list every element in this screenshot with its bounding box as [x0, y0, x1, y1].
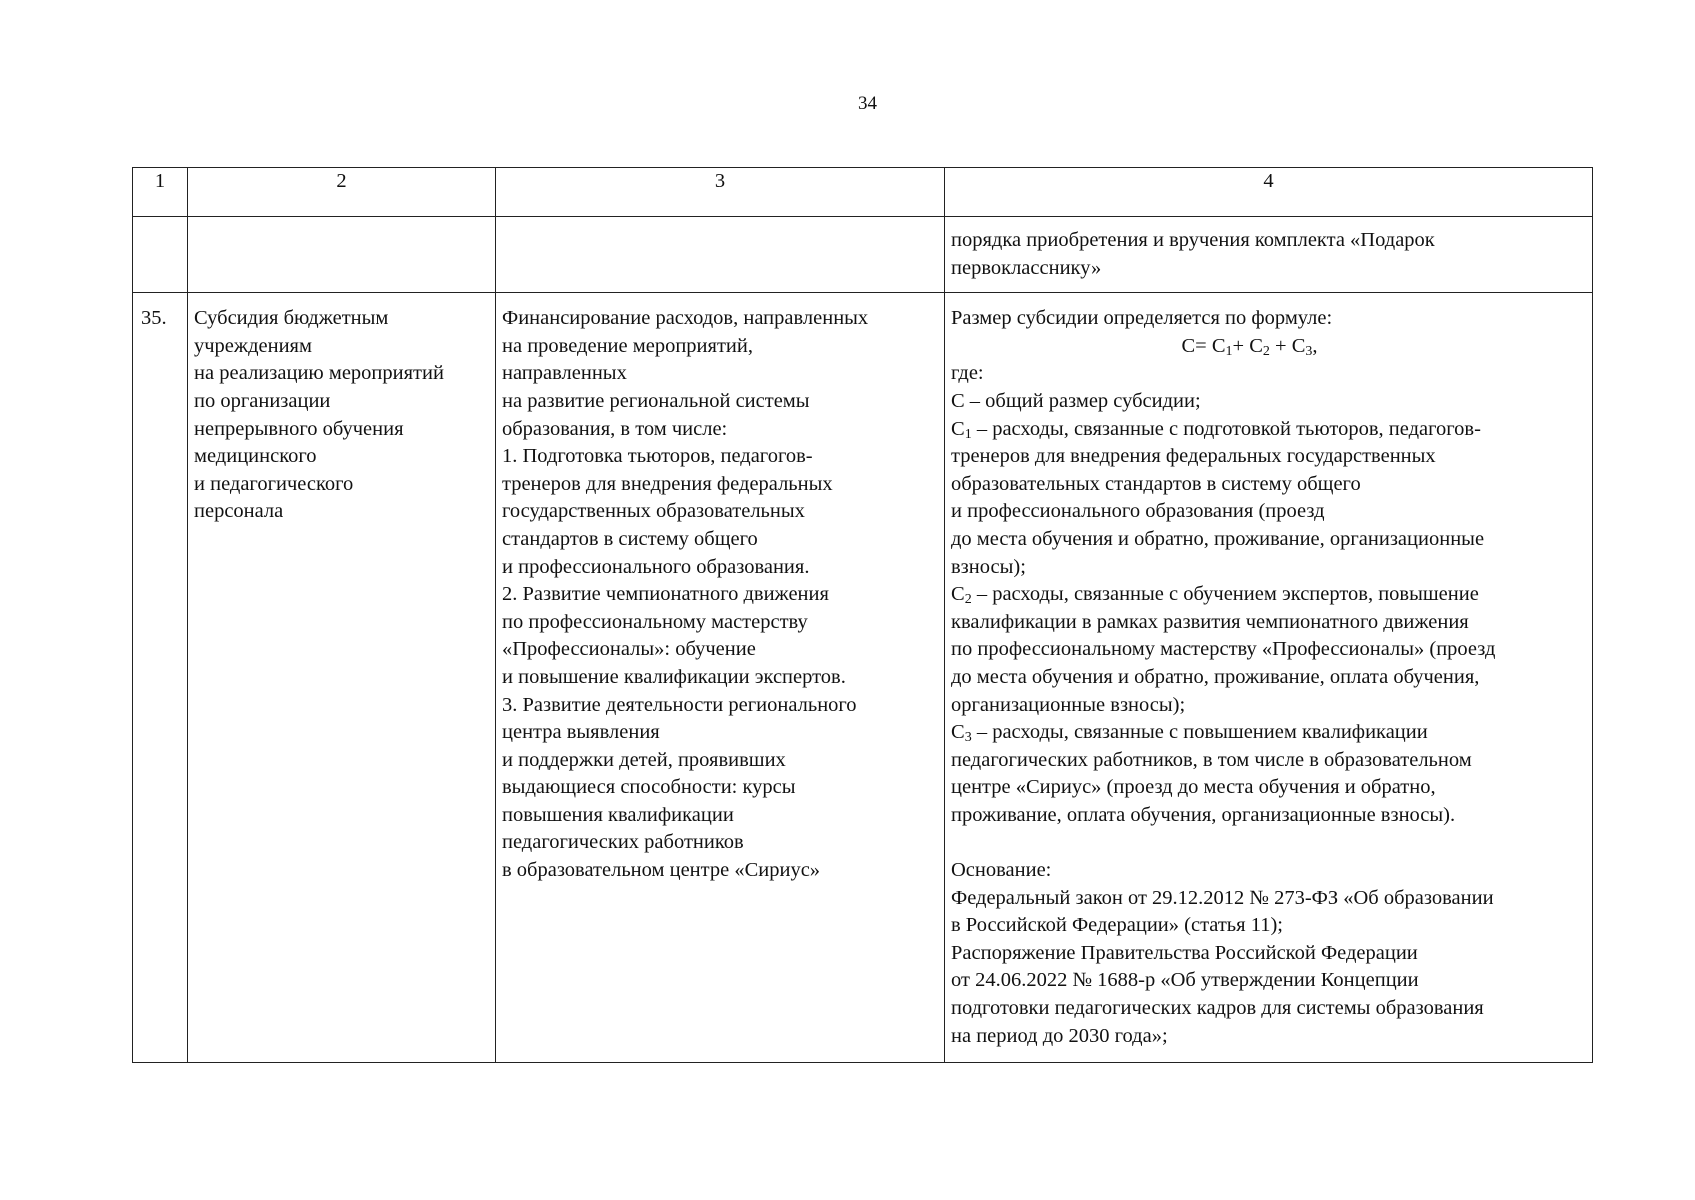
definition-c2: [951, 581, 1588, 719]
formula-sub-2: 2: [1262, 343, 1270, 359]
table-row-35: [133, 293, 1593, 1063]
definition-c: С – общий размер субсидии;: [951, 389, 1201, 412]
header-col-4: 4: [945, 168, 1593, 217]
c1-subscript: 1: [964, 426, 972, 442]
spacer: [951, 829, 1588, 857]
formula-sub-3: 3: [1305, 343, 1313, 359]
formula-sub-1: 1: [1225, 343, 1233, 359]
c3-symbol: С: [951, 721, 965, 744]
subsidy-name: Субсидия бюджетным учреждениям на реализацию мероприятий по организации непрерывного обучения медицинского и педагогического персонала: [194, 307, 444, 523]
subsidy-formula-cell: [945, 293, 1593, 1063]
c1-text: – расходы, связанные с подготовкой тьюторов, педагогов- тренеров для внедрения федеральных государственных образовательных стандартов в систему общего и профессионального образования (проезд до места обучения и обратно, проживание, организационные взносы);: [951, 417, 1485, 578]
subsidy-purpose-cell: [496, 293, 945, 1063]
definition-c3: [951, 719, 1588, 829]
formula: [951, 333, 1588, 361]
c2-symbol: С: [951, 583, 965, 606]
formula-end: ,: [1312, 334, 1318, 357]
c2-subscript: 2: [964, 592, 972, 608]
subsidies-table: [132, 167, 1593, 1063]
page-number: 34: [858, 93, 877, 114]
basis-text: Федеральный закон от 29.12.2012 № 273-ФЗ «Об образовании в Российской Федерации» (статья 11); Распоряжение Правительства Российской Федерации от 24.06.2022 № 1688-р «Об утверждении Концепции подготовки педагогических кадров для системы образования на период до 2030 года»;: [951, 886, 1494, 1047]
subsidy-purpose: Финансирование расходов, направленных на проведение мероприятий, направленных на развитие региональной системы образования, в том числе: 1. Подготовка тьюторов, педагогов- тренеров для внедрения федеральных государственных образовательных стандартов в систему общего и профессионального образования. 2. Развитие чемпионатного движения по профессиональному мастерству «Профессионалы»: обучение и повышение квалификации экспертов. 3. Развитие деятельности регионального центра выявления и поддержки детей, проявивших выдающиеся способности: курсы повышения квалификации педагогических работников в образовательном центре «Сириус»: [502, 307, 869, 882]
table-header-row: [133, 168, 1593, 217]
formula-intro: Размер субсидии определяется по формуле:: [951, 307, 1333, 330]
header-col-3: 3: [496, 168, 945, 217]
c3-subscript: 3: [964, 730, 972, 746]
subsidy-formula-block: [945, 293, 1592, 1060]
cont-col-2: [188, 217, 496, 293]
continuation-text: порядка приобретения и вручения комплекта «Подарок первокласснику»: [951, 229, 1435, 279]
header-col-2: 2: [188, 168, 496, 217]
row-number-cell: [133, 293, 188, 1063]
row-number: 35.: [141, 307, 167, 330]
basis-label: Основание:: [951, 859, 1052, 882]
definition-c1: [951, 416, 1588, 582]
subsidy-name-cell: [188, 293, 496, 1063]
cont-col-3: [496, 217, 945, 293]
c2-text: – расходы, связанные с обучением экспертов, повышение квалификации в рамках развития чемпионатного движения по профессиональному мастерству «Профессионалы» (проезд до места обучения и обратно, проживание, оплата обучения, организационные взносы);: [951, 583, 1496, 716]
formula-term-2: + С: [1232, 334, 1263, 357]
cont-col-1: [133, 217, 188, 293]
cont-col-4: [945, 217, 1593, 293]
c3-text: – расходы, связанные с повышением квалификации педагогических работников, в том числе в образовательном центре «Сириус» (проезд до места обучения и обратно, проживание, оплата обучения, организационные взносы).: [951, 721, 1472, 826]
formula-lhs: С= С: [1181, 334, 1226, 357]
c1-symbol: С: [951, 417, 965, 440]
table-row-continuation: [133, 217, 1593, 293]
formula-term-3: + С: [1269, 334, 1306, 357]
formula-where: где:: [951, 362, 984, 385]
header-col-1: 1: [133, 168, 188, 217]
